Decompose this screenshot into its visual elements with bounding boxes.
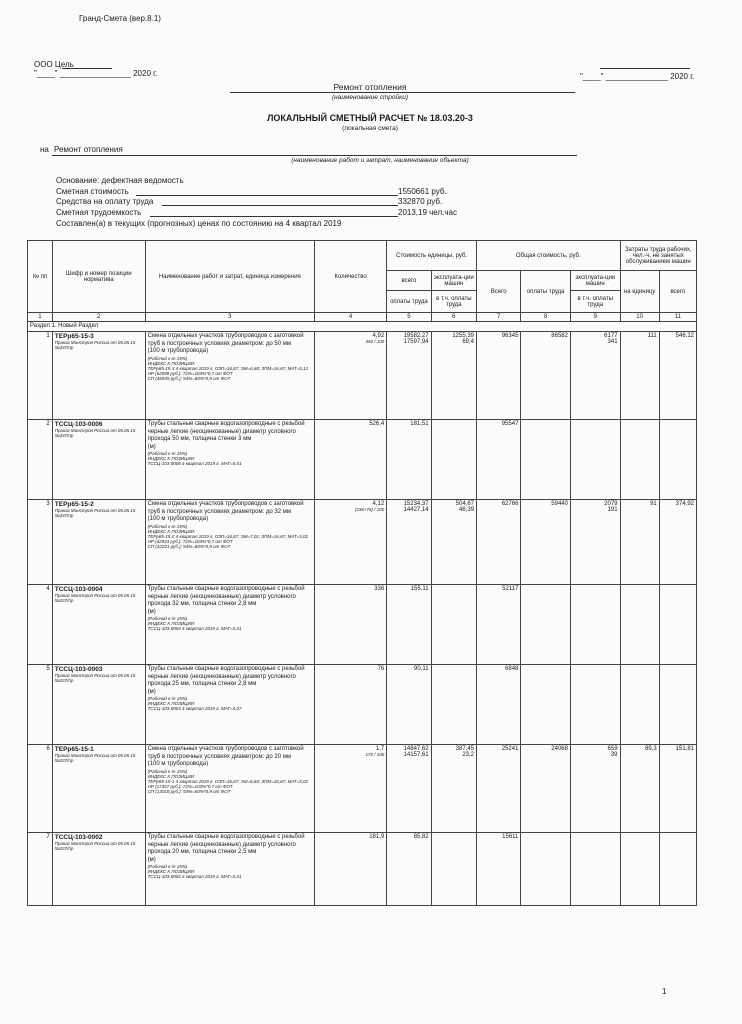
wages-label: Средства на оплату труда	[56, 197, 154, 206]
colnum: 4	[314, 313, 386, 322]
row-unit-cost: 85,82	[413, 834, 429, 840]
row-labor-per-unit	[620, 420, 659, 500]
colnum: 9	[570, 313, 620, 322]
table-row	[28, 745, 697, 833]
row-total-machines: 2079	[604, 501, 618, 507]
estimate-table	[27, 240, 697, 906]
row-number: 4	[28, 585, 53, 665]
header-all: всего	[387, 271, 431, 291]
row-total-wages	[521, 420, 571, 500]
row-unit-cost: 15234,37	[403, 501, 429, 507]
row-total-machines-cell	[570, 420, 620, 500]
header-qty: Количество	[314, 241, 386, 313]
row-qty: 4,92	[372, 333, 385, 339]
row-number: 3	[28, 500, 53, 585]
row-total-machines-wages: 341	[607, 339, 618, 345]
row-number: 1	[28, 332, 53, 420]
document-title: ЛОКАЛЬНЫЙ СМЕТНЫЙ РАСЧЕТ № 18.03.20-3	[267, 113, 473, 123]
row-unit: (м)	[147, 856, 156, 863]
row-qty-cell	[314, 745, 386, 833]
row-unit-wages: 14157,61	[403, 752, 429, 758]
row-notes: (Рабочий к-т 15%) ИНДЕКС К ПОЗИЦИИ: ТССЦ-103-0002 4 квартал 2019 г. МАТ=5,01	[147, 864, 242, 879]
row-total-wages: 24068	[521, 745, 571, 833]
row-qty-cell	[314, 500, 386, 585]
row-unit-cost-cell	[387, 420, 431, 500]
row-labor-per-unit: 111	[620, 332, 659, 420]
row-name-cell	[145, 420, 314, 500]
row-labor-per-unit	[620, 665, 659, 745]
program-name: Гранд-Смета (вер.8.1)	[79, 14, 161, 23]
row-name: Смена отдельных участков трубопроводов с заготовкой труб в построечных условиях диаметром: до 32 мм	[147, 501, 304, 515]
colnum: 11	[659, 313, 696, 322]
table-row	[28, 332, 697, 420]
row-name: Трубы стальные сварные водогазопроводные с резьбой черные легкие (неоцинкованные) диаметр условного прохода 50 мм, толщина стенки 3 мм	[147, 421, 305, 442]
row-notes: (Рабочий к-т 15%) ИНДЕКС К ПОЗИЦИИ: ТССЦ-103-0003 4 квартал 2019 г. МАТ=4,07	[147, 696, 242, 711]
row-number: 6	[28, 745, 53, 833]
row-code: ТЕРр65-15-3	[54, 333, 94, 340]
row-notes: (Рабочий к-т 15%) ИНДЕКС К ПОЗИЦИИ: ТЕРр65-15-2 4 квартал 2019 г. ОЗП=16,67; ЭМ=7,01; ЗПМ=16,67; МАТ=5,02 НР (42934 руб.): 72%=103%*0,7 от ФОТ СП (32201 руб.): 54%=60%*0,9 от ФОТ	[147, 523, 309, 549]
row-unit-cost: 90,11	[414, 666, 429, 672]
colnum: 5	[387, 313, 431, 322]
row-name: Смена отдельных участков трубопроводов с заготовкой труб в построечных условиях диаметром: до 20 мм	[147, 746, 304, 760]
row-name-cell	[145, 500, 314, 585]
object-prefix: на	[40, 145, 49, 154]
row-code-cell	[52, 332, 145, 420]
approval-date-left: "____" ________________ 2020 г.	[34, 69, 158, 78]
row-code-source: Приказ Минстроя России от 05.05.15 №337/пр	[54, 841, 136, 851]
row-name-cell	[145, 585, 314, 665]
colnum: 7	[477, 313, 521, 322]
row-labor-total: 151,81	[659, 745, 696, 833]
row-notes: (Рабочий к-т 15%) ИНДЕКС К ПОЗИЦИИ: ТЕРр65-15-3 4 квартал 2019 г. ОЗП=16,67; ЭМ=6,68; ЗПМ=16,67; МАТ=5,12 НР (62598 руб.): 72%=103%*0,7 от ФОТ СП (46935 руб.): 54%=60%*0,9 от ФОТ	[147, 355, 309, 381]
row-total: 6848	[477, 665, 521, 745]
row-notes: (Рабочий к-т 15%) ИНДЕКС К ПОЗИЦИИ: ТЕРр65-15-1 4 квартал 2019 г. ОЗП=16,67; ЭМ=6,64; ЗПМ=16,67; МАТ=5,02 НР (17357 руб.): 72%=103%*0,7 от ФОТ СП (13018 руб.): 54%=60%*0,9 от ФОТ	[147, 768, 309, 794]
row-total-wages	[521, 665, 571, 745]
row-qty: 336	[374, 586, 385, 592]
row-unit-machines-cell	[431, 420, 476, 500]
row-unit-machines-wages: 23,2	[462, 752, 475, 758]
wages-value: 332870 руб.	[398, 197, 443, 206]
row-code: ТССЦ-103-0004	[54, 586, 103, 593]
row-total-machines-wages: 191	[607, 507, 618, 513]
row-unit: (100 м трубопровода)	[147, 348, 209, 354]
row-total-wages: 59440	[521, 500, 571, 585]
row-total: 52117	[477, 585, 521, 665]
row-unit-machines-wages: 46,39	[459, 507, 475, 513]
basis: Основание: дефектная ведомость	[56, 176, 184, 185]
row-code: ТССЦ-103-0006	[54, 421, 103, 428]
row-labor-per-unit: 91	[620, 500, 659, 585]
prices-note: Составлен(а) в текущих (прогнозных) ценах по состоянию на 4 квартал 2019	[56, 219, 342, 228]
row-unit-machines-cell	[431, 585, 476, 665]
row-total: 15611	[477, 833, 521, 906]
colnum: 3	[145, 313, 314, 322]
row-code-cell	[52, 585, 145, 665]
cost-label: Сметная стоимость	[56, 187, 129, 196]
row-unit-cost-cell	[387, 745, 431, 833]
row-unit-machines-cell	[431, 332, 476, 420]
header-total-cost: Общая стоимость, руб.	[477, 241, 621, 271]
colnum: 2	[52, 313, 145, 322]
row-number: 2	[28, 420, 53, 500]
row-qty-cell	[314, 420, 386, 500]
row-unit-machines-cell	[431, 500, 476, 585]
row-unit: (м)	[147, 608, 156, 615]
row-unit-machines-wages: 69,4	[462, 339, 475, 345]
row-qty-cell	[314, 665, 386, 745]
table-row	[28, 420, 697, 500]
row-code: ТЕРр65-15-2	[54, 501, 94, 508]
row-total: 95547	[477, 420, 521, 500]
row-total-machines: 659	[607, 746, 618, 752]
row-unit-machines-cell	[431, 665, 476, 745]
row-code-source: Приказ Минстроя России от 05.05.15 №337/пр	[54, 340, 136, 350]
row-total-machines: 6177	[604, 333, 618, 339]
row-unit: (м)	[147, 688, 156, 695]
row-name-cell	[145, 665, 314, 745]
header-per-unit: на единицу	[620, 271, 659, 313]
colnum: 10	[620, 313, 659, 322]
table-row	[28, 833, 697, 906]
row-unit: (м)	[147, 443, 156, 450]
row-qty-cell	[314, 585, 386, 665]
page-number: 1	[662, 987, 667, 996]
row-total-machines-cell	[570, 665, 620, 745]
row-code-source: Приказ Минстроя России от 05.05.15 №337/пр	[54, 508, 136, 518]
header-name: Наименование работ и затрат, единица измерения	[145, 241, 314, 313]
row-qty: 76	[377, 666, 385, 672]
row-qty: 181,9	[369, 834, 385, 840]
header-incl-wages: в т.ч. оплаты труда	[431, 291, 476, 313]
header-machines-2: эксплуата-ции машин	[570, 271, 620, 291]
row-labor-per-unit: 89,3	[620, 745, 659, 833]
row-qty-calc: (336+76) / 100	[354, 507, 385, 512]
object-caption: (наименование работ и затрат, наименование объекта)	[291, 157, 469, 164]
project-name: Ремонт отопления	[333, 82, 407, 92]
row-code-cell	[52, 420, 145, 500]
row-name-cell	[145, 745, 314, 833]
row-qty-calc: 170 / 100	[365, 752, 385, 757]
row-unit-cost-cell	[387, 665, 431, 745]
row-unit-machines-cell	[431, 745, 476, 833]
row-total-machines-cell	[570, 585, 620, 665]
row-total-wages	[521, 833, 571, 906]
row-name: Трубы стальные сварные водогазопроводные с резьбой черные легкие (неоцинкованные) диаметр условного прохода 25 мм, толщина стенки 2,8 мм	[147, 666, 305, 687]
row-labor-total	[659, 420, 696, 500]
row-code-source: Приказ Минстроя России от 05.05.15 №337/пр	[54, 753, 136, 763]
row-labor-per-unit	[620, 585, 659, 665]
document-caption: (локальная смета)	[342, 125, 398, 132]
row-name: Трубы стальные сварные водогазопроводные с резьбой черные легкие (неоцинкованные) диаметр условного прохода 20 мм, толщина стенки 2,5 мм	[147, 834, 305, 855]
row-unit-machines-cell	[431, 833, 476, 906]
row-unit-machines: 387,45	[455, 746, 475, 752]
colnum: 1	[28, 313, 53, 322]
row-labor-total: 546,12	[659, 332, 696, 420]
row-unit-cost-cell	[387, 833, 431, 906]
row-code: ТЕРр65-15-1	[54, 746, 94, 753]
header-wages: оплаты труда	[387, 291, 431, 313]
row-labor-per-unit	[620, 833, 659, 906]
row-labor-total	[659, 585, 696, 665]
approval-date-right: "____" ______________ 2020 г.	[580, 72, 695, 81]
row-unit-cost: 14847,62	[403, 746, 429, 752]
row-total-machines-cell	[570, 745, 620, 833]
row-total-machines-wages: 39	[610, 752, 618, 758]
row-unit-wages: 14427,14	[403, 507, 429, 513]
row-labor-total	[659, 665, 696, 745]
row-qty: 526,4	[369, 421, 385, 427]
row-total-machines-cell	[570, 500, 620, 585]
row-unit: (100 м трубопровода)	[147, 516, 209, 522]
row-qty: 4,12	[372, 501, 385, 507]
organization: ООО Цель	[34, 60, 74, 69]
row-number: 5	[28, 665, 53, 745]
section-title: Раздел 1. Новый Раздел	[28, 322, 697, 332]
row-code-cell	[52, 500, 145, 585]
table-row	[28, 585, 697, 665]
row-code: ТССЦ-103-0002	[54, 834, 103, 841]
row-name-cell	[145, 332, 314, 420]
row-labor-total	[659, 833, 696, 906]
row-unit-wages: 17597,94	[403, 339, 429, 345]
header-code: Шифр и номер позиции норматива	[52, 241, 145, 313]
row-notes: (Рабочий к-т 15%) ИНДЕКС К ПОЗИЦИИ: ТССЦ-103-0004 4 квартал 2019 г. МАТ=5,01	[147, 616, 242, 631]
table-row	[28, 500, 697, 585]
row-unit-cost: 19582,27	[403, 333, 429, 339]
row-qty-cell	[314, 833, 386, 906]
colnum: 6	[431, 313, 476, 322]
header-total: Всего	[477, 271, 521, 313]
row-code-source: Приказ Минстроя России от 05.05.15 №337/пр	[54, 593, 136, 603]
row-code-cell	[52, 833, 145, 906]
row-unit-cost: 155,11	[410, 586, 429, 592]
labor-label: Сметная трудоемкость	[56, 208, 142, 217]
row-total: 62766	[477, 500, 521, 585]
row-number: 7	[28, 833, 53, 906]
header-incl-wages-2: в т.ч. оплаты труда	[570, 291, 620, 313]
row-qty-cell	[314, 332, 386, 420]
row-unit-machines: 1255,39	[452, 333, 475, 339]
row-name: Трубы стальные сварные водогазопроводные с резьбой черные легкие (неоцинкованные) диаметр условного прохода 32 мм, толщина стенки 2,8 мм	[147, 586, 305, 607]
row-unit-cost-cell	[387, 500, 431, 585]
row-qty: 1,7	[375, 746, 385, 752]
header-machines: эксплуата-ции машин	[431, 271, 476, 291]
row-total: 25241	[477, 745, 521, 833]
row-total-wages: 86582	[521, 332, 571, 420]
row-total-machines-cell	[570, 332, 620, 420]
row-code-source: Приказ Минстроя России от 05.05.15 №337/пр	[54, 673, 136, 683]
row-labor-total: 374,92	[659, 500, 696, 585]
row-unit-cost-cell	[387, 585, 431, 665]
colnum: 8	[521, 313, 571, 322]
row-qty-calc: 492 / 100	[365, 339, 385, 344]
row-code-source: Приказ Минстроя России от 05.05.15 №337/пр	[54, 428, 136, 438]
row-total-wages	[521, 585, 571, 665]
row-notes: (Рабочий к-т 15%) ИНДЕКС К ПОЗИЦИИ: ТССЦ-103-0006 4 квартал 2019 г. МАТ=5,01	[147, 451, 242, 466]
cost-value: 1550661 руб.	[398, 187, 447, 196]
project-caption: (наименование стройки)	[332, 94, 408, 101]
header-wages-col: оплаты труда	[521, 271, 571, 313]
object-name: Ремонт отопления	[54, 145, 123, 154]
row-total-machines-cell	[570, 833, 620, 906]
header-no: № пп	[28, 241, 53, 313]
row-unit-cost-cell	[387, 332, 431, 420]
row-unit-cost: 181,51	[410, 421, 429, 427]
table-row	[28, 665, 697, 745]
row-name-cell	[145, 833, 314, 906]
row-unit: (100 м трубопровода)	[147, 761, 209, 767]
row-code-cell	[52, 665, 145, 745]
row-total: 96345	[477, 332, 521, 420]
row-name: Смена отдельных участков трубопроводов с заготовкой труб в построечных условиях диаметром: до 50 мм	[147, 333, 304, 347]
row-code: ТССЦ-103-0003	[54, 666, 103, 673]
row-code-cell	[52, 745, 145, 833]
header-all-2: всего	[659, 271, 696, 313]
header-labor: Затраты труда рабочих, чел.-ч, не занятых обслуживанием машин	[620, 241, 696, 271]
row-unit-machines: 504,67	[455, 501, 475, 507]
labor-value: 2013,19 чел.час	[398, 208, 457, 217]
header-unit-cost: Стоимость единицы, руб.	[387, 241, 477, 271]
